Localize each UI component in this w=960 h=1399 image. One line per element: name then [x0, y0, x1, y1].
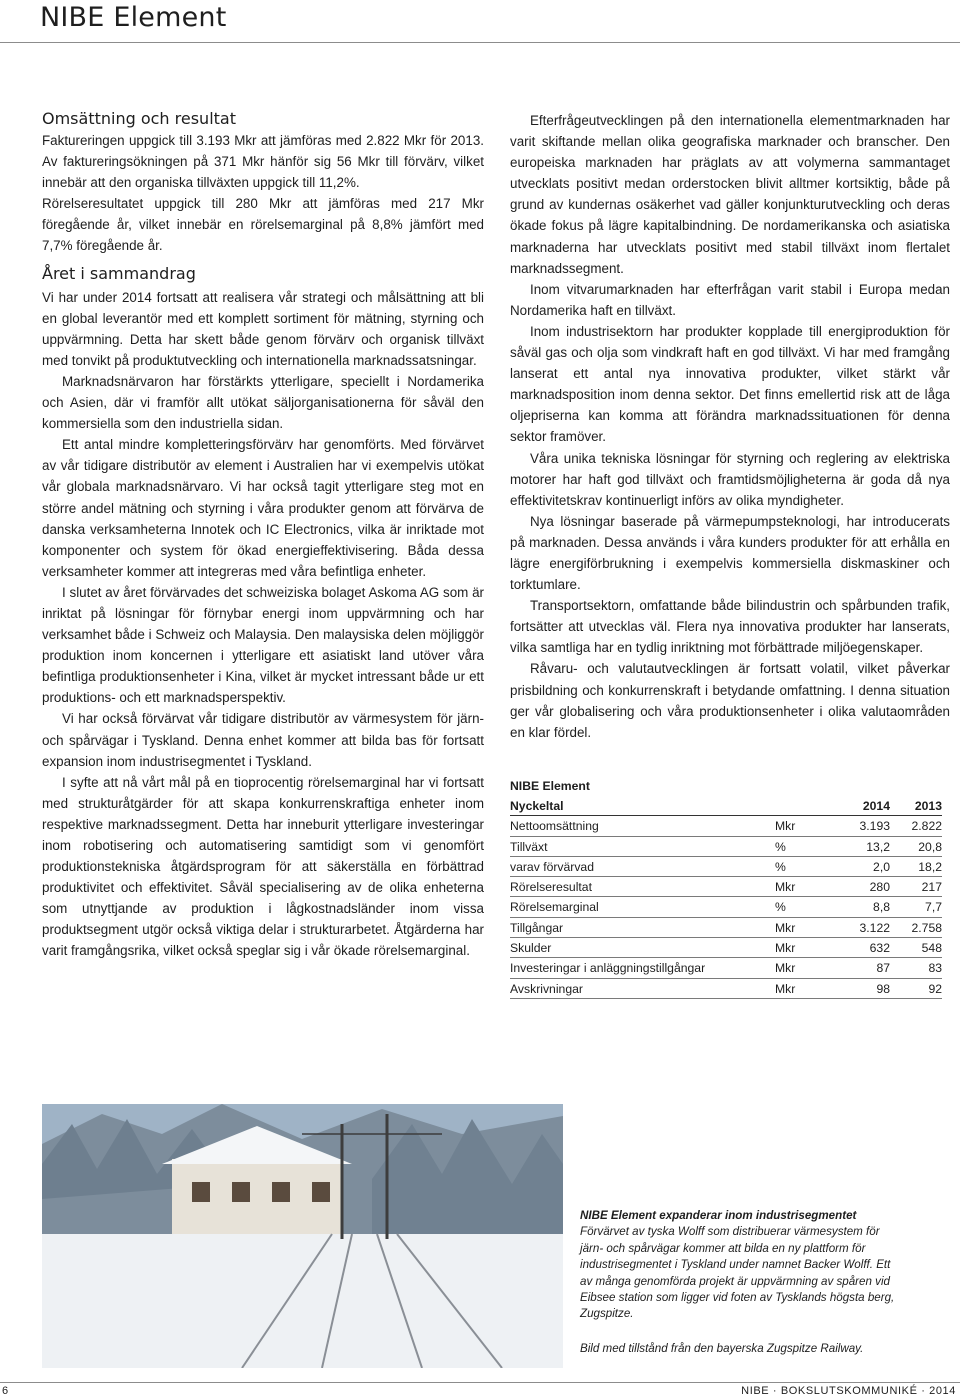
photo-illustration	[42, 1104, 563, 1368]
page-title: NIBE Element	[40, 2, 227, 33]
table-body	[510, 816, 942, 999]
table-cell: Nettoomsättning	[510, 819, 599, 834]
table-cell: 548	[921, 941, 942, 956]
table-cell: Skulder	[510, 941, 552, 956]
table-cell: %	[775, 859, 786, 874]
table-cell: 2,0	[873, 859, 890, 874]
table-cell: 87	[876, 961, 890, 976]
paragraph: Rörelseresultatet uppgick till 280 Mkr att jämföras med 217 Mkr föregående år, vilket innebär en rörelsemarginal på 8,8% jämfört med 7,7% föregående år.	[42, 196, 484, 254]
table-cell: 2.822	[911, 819, 942, 834]
key-figures-table	[510, 776, 942, 999]
table-cell: 7,7	[925, 900, 942, 915]
table-cell: Avskrivningar	[510, 981, 583, 996]
table-row	[510, 877, 942, 897]
paragraph: Faktureringen uppgick till 3.193 Mkr att jämföras med 2.822 Mkr för 2013. Av faktureringsökningen på 371 Mkr hänför sig 56 Mkr till förvärv, vilket innebär att den organiska tillväxten uppgick till 11,2%.	[42, 133, 484, 191]
paragraph: Råvaru- och valutautvecklingen är fortsatt volatil, vilket påverkar prisbildning och konkurrenskraft i betydande omfattning. I denna situation ger vår globalisering och våra produktionsenheter i olika valutaområden en klar fördel.	[510, 661, 950, 740]
section-heading-summary: Året i sammandrag	[42, 263, 196, 283]
table-cell: Investeringar i anläggningstillgångar	[510, 961, 706, 976]
table-cell: Rörelsemarginal	[510, 900, 599, 915]
section-heading-results: Omsättning och resultat	[42, 109, 236, 128]
table-cell: Mkr	[775, 920, 796, 935]
table-row	[510, 958, 942, 978]
paragraph: Inom vitvarumarknaden har efterfrågan varit stabil i Europa medan Nordamerika haft en tillväxt.	[510, 281, 950, 318]
paragraph: Vi har under 2014 fortsatt att realisera vår strategi och målsättning att bli en global leverantör med ett komplett sortiment för mätning, styrning och uppvärmning. Detta har skett både genom förvärv och organisk tillväxt med tonvikt på produktutveckling och internationella marknadssatsningar.	[42, 289, 484, 368]
page-number: 6	[2, 1385, 9, 1397]
table-cell: 217	[921, 880, 942, 895]
table-cell: 3.122	[859, 920, 890, 935]
table-cell: 13,2	[866, 839, 890, 854]
table-cell: Mkr	[775, 941, 796, 956]
table-row	[510, 837, 942, 857]
table-cell: 632	[869, 941, 890, 956]
paragraph: Efterfrågeutvecklingen på den internationella elementmarknaden har varit skiftande mellan olika geografiska marknader och branscher. Den europeiska marknaden har präglats av att volymerna sammantaget utvecklats positivt medan orderstocken blivit alltmer kortsiktig, både på grund av kundernas osäkerhet vad gäller konjunkturutveckling och deras ökade fokus på lägre kapitalbindning. De nordamerikanska och asiatiska marknaderna har utvecklats positivt med stabil tillväxt inom flertalet marknadssegment.	[510, 113, 950, 276]
paragraph: Marknadsnärvaron har förstärkts ytterligare, speciellt i Nordamerika och Asien, där vi framför allt utökat säljorganisationerna för såväl den kommersiella som den industriella sidan.	[42, 373, 484, 432]
table-row	[510, 918, 942, 938]
photo-credit: Bild med tillstånd från den bayerska Zugspitze Railway.	[580, 1342, 864, 1355]
paragraph: Inom industrisektorn har produkter kopplade till energiproduktion för såväl gas och olja som vindkraft haft en god tillväxt. Vi har med framgång lanserat ett antal nya innovativa produkter, vilket stärkt vår marknadsposition inom denna sektor. Det finns emellertid risk att de låga oljepriserna kan komma att förändra marknadssituationen för denna sektor framöver.	[510, 323, 950, 445]
table-row	[510, 857, 942, 877]
caption-title: NIBE Element expanderar inom industrisegmentet	[580, 1209, 857, 1222]
table-header-cell: 2013	[914, 799, 942, 813]
table-row	[510, 938, 942, 958]
photo-caption	[580, 1208, 900, 1323]
table-row	[510, 816, 942, 836]
photo-window	[272, 1182, 290, 1202]
table-cell: Tillgångar	[510, 920, 564, 935]
title-divider	[0, 42, 960, 43]
table-cell: 83	[928, 961, 942, 976]
photo-window	[312, 1182, 330, 1202]
table-cell: %	[775, 900, 786, 915]
table-cell: varav förvärvad	[510, 859, 594, 874]
right-column	[510, 110, 950, 743]
table-cell: 20,8	[918, 839, 942, 854]
photo-window	[232, 1182, 250, 1202]
table-cell: Mkr	[775, 961, 796, 976]
table-header-row	[510, 796, 942, 816]
table-cell: 98	[876, 981, 890, 996]
table-header-cell: Nyckeltal	[510, 799, 564, 813]
paragraph: I syfte att nå vårt mål på en tioprocentig rörelsemarginal har vi fortsatt med strukturåtgärder för att skapa konkurrenskraftiga enheter inom respektive marknadssegment. Detta har inneburit ytterligare investeringar inom robotisering och automatisering samtidigt som vi genomfört produktionstekniska åtgärdsprogram för att säkerställa en förbättrad produktivitet och effektivitet. Såväl specialisering av de olika enheterna som utnyttjande av produktion i lågkostnadsländer inom vissa produktsegment utgör också viktiga delar i strukturarbetet. Åtgärderna har varit framgångsrika, vilket också speglar sig i vår ökade rörelsemarginal.	[42, 774, 484, 959]
paragraph: Nya lösningar baserade på värmepumpsteknologi, har introducerats på marknaden. Dessa används i våra kunders produkter för att erhålla en lägre energiförbrukning i exempelvis kommersiella diskmaskiner och torktumlare.	[510, 513, 950, 593]
table-cell: Mkr	[775, 819, 796, 834]
table-cell: 3.193	[859, 819, 890, 834]
photo-eibsee-station	[42, 1104, 563, 1368]
paragraph: Ett antal mindre kompletteringsförvärv har genomförts. Med förvärvet av vår tidigare distributör av element i Australien har vi exempelvis utökat vår globala marknadsnärvaro. Vi har också tagit ytterligare steg mot en större andel mätning och styrning i våra produkter genom att förvärva de danska verksamheterna Innotek och IC Electronics, vilka är inriktade mot komponenter och system för ökad energieffektivisering. Båda dessa verksamheter kommer att integreras med våra befintliga enheter.	[42, 437, 484, 579]
table-row	[510, 979, 942, 999]
table-cell: Mkr	[775, 880, 796, 895]
footer-text: NIBE · BOKSLUTSKOMMUNIKÉ · 2014	[741, 1385, 956, 1397]
paragraph: Våra unika tekniska lösningar för styrning och reglering av elektriska motorer har haft god tillväxt och framtidsmöjligheterna är goda då nya effektivitetskrav kontinuerligt införs av olika myndigheter.	[510, 450, 950, 508]
table-cell: 2.758	[911, 920, 942, 935]
photo-snow-ground	[42, 1234, 563, 1368]
footer-divider	[0, 1382, 960, 1383]
table-header-cell	[775, 796, 840, 815]
photo-window	[192, 1182, 210, 1202]
paragraph: Vi har också förvärvat vår tidigare distributör av värmesystem för järn- och spårvägar i Tyskland. Denna enhet kommer att bilda bas för fortsatt expansion inom industrisegmentet i Tyskland.	[42, 711, 484, 769]
table-cell: 18,2	[918, 859, 942, 874]
table-cell: Tillväxt	[510, 839, 548, 854]
caption-body: Förvärvet av tyska Wolff som distribuerar värmesystem för järn- och spårvägar kommer att bilda en ny plattform för industrisegmentet i Tyskland under namnet Backer Wolff. Ett av många genomförda projekt är uppvärmning av spåren vid Eibsee station som ligger vid foten av Tysklands högsta berg, Zugspitze.	[580, 1225, 895, 1321]
table-cell: Rörelseresultat	[510, 880, 592, 895]
table-row	[510, 897, 942, 917]
table-header-cell: 2014	[862, 799, 890, 813]
table-title: NIBE Element	[510, 779, 590, 793]
table-cell: 92	[928, 981, 942, 996]
table-cell: %	[775, 839, 786, 854]
left-column	[42, 108, 484, 962]
table-cell: Mkr	[775, 981, 796, 996]
table-cell: 280	[869, 880, 890, 895]
paragraph: I slutet av året förvärvades det schweiziska bolaget Askoma AG som är inriktat på lösningar för förnybar energi inom uppvärmning och har verksamhet både i Schweiz och Malaysia. Den malaysiska delen möjliggör produktion inom koncernen i ytterligare ett asiatiskt land utöver våra befintliga produktionsenheter i Kina, vilket är mycket intressant både ur ett produktions- och ett marknadsperspektiv.	[42, 584, 484, 706]
paragraph: Transportsektorn, omfattande både bilindustrin och spårbunden trafik, fortsätter att utvecklas väl. Flera nya innovativa produkter har lanserats, vilka samtliga har en tydlig inriktning mot förbättrade miljöegenskaper.	[510, 598, 950, 656]
table-cell: 8,8	[873, 900, 890, 915]
